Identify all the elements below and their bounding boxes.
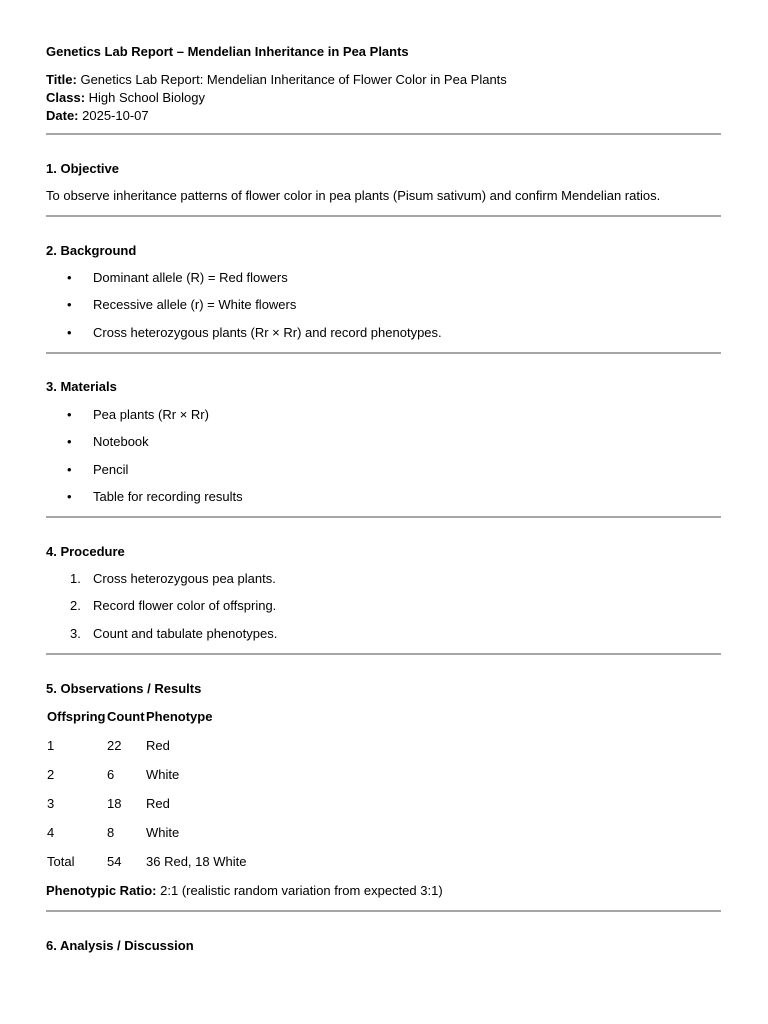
phenotypic-ratio [46,883,443,899]
procedure-step-text: Count and tabulate phenotypes. [93,626,278,641]
background-item [46,297,721,313]
step-number: 1. [70,571,81,586]
meta-class-value: High School Biology [88,90,206,105]
materials-item-text: Notebook [93,434,149,449]
materials-item [46,407,721,423]
cell-count: 54 [107,854,122,869]
section-divider [46,133,721,135]
meta-date-row [46,107,507,125]
bullet-marker: • [67,270,72,285]
cell-phenotype: White [146,767,180,782]
bullet-marker: • [67,325,72,340]
meta-title-label: Title: [46,72,77,87]
cell-offspring: Total [47,854,75,869]
materials-item-text: Pea plants (Rr × Rr) [93,407,209,422]
column-header-count: Count [107,709,145,724]
cell-count: 18 [107,796,122,811]
meta-title-value: Genetics Lab Report: Mendelian Inheritance of Flower Color in Pea Plants [80,72,507,87]
procedure-step-text: Cross heterozygous pea plants. [93,571,276,586]
section-divider [46,215,721,217]
bullet-marker: • [67,434,72,449]
materials-heading: 3. Materials [46,379,117,394]
materials-item [46,462,721,478]
background-item-text: Recessive allele (r) = White flowers [93,297,297,312]
meta-class-label: Class: [46,90,86,105]
document-title: Genetics Lab Report – Mendelian Inheritance in Pea Plants [46,44,409,59]
section-divider [46,352,721,354]
step-number: 2. [70,598,81,613]
background-item-text: Cross heterozygous plants (Rr × Rr) and record phenotypes. [93,325,442,340]
background-item [46,325,721,341]
procedure-step [46,598,721,614]
column-header-offspring: Offspring [47,709,106,724]
meta-title-row [46,71,507,89]
objective-heading: 1. Objective [46,161,119,176]
bullet-marker: • [67,407,72,422]
procedure-step-text: Record flower color of offspring. [93,598,277,613]
meta-class-row [46,89,507,107]
cell-offspring: 1 [47,738,55,753]
bullet-marker: • [67,462,72,477]
cell-phenotype: White [146,825,180,840]
materials-item-text: Table for recording results [93,489,243,504]
meta-date-value: 2025-10-07 [82,108,149,123]
cell-phenotype: Red [146,796,170,811]
cell-offspring: 2 [47,767,55,782]
analysis-heading: 6. Analysis / Discussion [46,938,194,953]
materials-item [46,489,721,505]
procedure-step [46,626,721,642]
phenotypic-ratio-value: 2:1 (realistic random variation from expected 3:1) [160,883,443,898]
section-divider [46,910,721,912]
column-header-phenotype: Phenotype [146,709,213,724]
cell-count: 8 [107,825,115,840]
bullet-marker: • [67,489,72,504]
cell-phenotype: 36 Red, 18 White [146,854,247,869]
cell-count: 6 [107,767,115,782]
section-divider [46,516,721,518]
materials-item [46,434,721,450]
procedure-heading: 4. Procedure [46,544,125,559]
section-divider [46,653,721,655]
results-heading: 5. Observations / Results [46,681,202,696]
background-item-text: Dominant allele (R) = Red flowers [93,270,288,285]
cell-offspring: 3 [47,796,55,811]
phenotypic-ratio-label: Phenotypic Ratio: [46,883,157,898]
bullet-marker: • [67,297,72,312]
step-number: 3. [70,626,81,641]
cell-phenotype: Red [146,738,170,753]
objective-text: To observe inheritance patterns of flower color in pea plants (Pisum sativum) and confirm Mendelian ratios. [46,188,661,203]
background-heading: 2. Background [46,243,137,258]
cell-count: 22 [107,738,122,753]
materials-item-text: Pencil [93,462,129,477]
meta-date-label: Date: [46,108,79,123]
background-item [46,270,721,286]
report-meta [46,71,507,125]
cell-offspring: 4 [47,825,55,840]
procedure-step [46,571,721,587]
